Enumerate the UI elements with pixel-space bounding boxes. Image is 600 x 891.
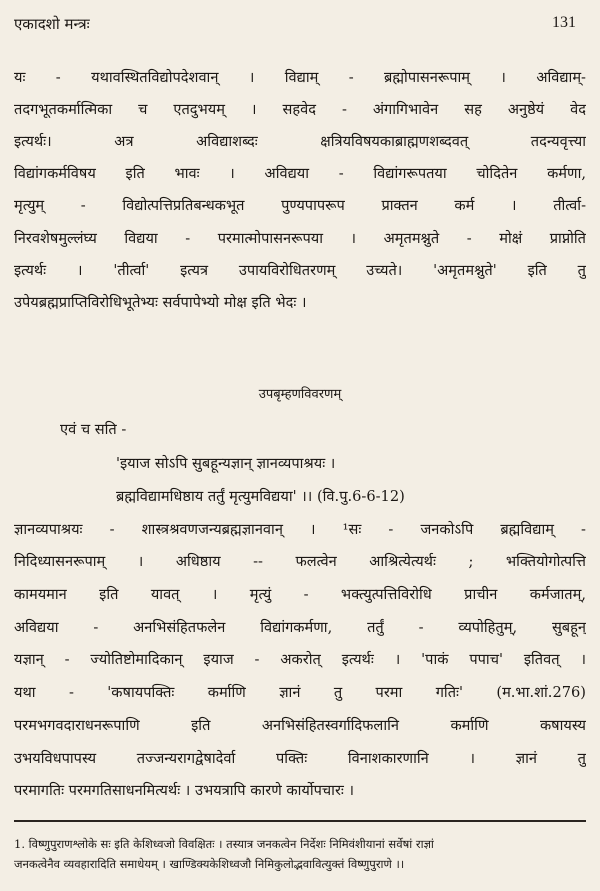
text-line: कामयमान इति यावत् । मृत्युं - भक्त्युत्पत्तिविरोधि प्राचीन कर्मजातम्, [14,586,586,603]
text-line: इत्यर्थः। अत्र अविद्याशब्दः क्षत्रियविषयकाब्राह्मणशब्दवत् तदन्यवृत्त्या [14,133,586,150]
text-line: इत्यर्थः । 'तीर्त्वा' इत्यत्र उपायविरोधितरणम् उच्यते। 'अमृतमश्नुते' इति तु [14,262,586,279]
section-title: उपबृम्हणविवरणम् [258,387,342,402]
verse-line: 'इयाज सोऽपि सुबहून्यज्ञान् ज्ञानव्यपाश्रयः । [116,455,336,472]
footnote-line: 1. विष्णुपुराणश्लोके सः इति केशिध्वजो विवक्षितः । तस्यात्र जनकत्वेन निर्देशः निमिवंशीयानां सर्वेषां राज्ञां [14,837,434,851]
verse-line: ब्रह्मविद्यामधिष्ठाय तर्तुं मृत्युमविद्यया' ।। (वि.पु.6-6-12) [116,488,405,505]
text-line: उभयविधपापस्य तज्जन्यरागद्वेषादेर्वा पक्तिः विनाशकारणानि । ज्ञानं तु [14,750,586,767]
text-line: निरवशेषमुल्लंघ्य विद्यया - परमात्मोपासनरूपया । अमृतमश्नुते - मोक्षं प्राप्नोति [14,230,586,247]
footnote-line: जनकत्वेनैव व्यवहारादिति समाधेयम् । खाण्डिक्यकेशिध्वजौ निमिकुलोद्भवावित्युक्तं विष्णुपुराणे ।। [14,857,405,871]
text-line: निदिध्यासनरूपाम् । अधिष्ठाय -- फलत्वेन आश्रित्येत्यर्थः ; भक्तियोगोत्पत्ति [14,553,586,570]
text-line: ज्ञानव्यपाश्रयः - शास्त्रश्रवणजन्यब्रह्मज्ञानवान् । ¹सः - जनकोऽपि ब्रह्मविद्याम् - [14,521,586,538]
text-line: तदगभूतकर्मात्मिका च एतदुभयम् । सहवेद - अंगागिभावेन सह अनुष्ठेयं वेद [14,101,586,118]
page-number: 131 [552,14,576,31]
running-header: एकादशो मन्त्रः [14,15,90,33]
text-line: यथा - 'कषायपक्तिः कर्माणि ज्ञानं तु परमा गतिः' (म.भा.शां.276) [14,684,586,701]
text-line: मृत्युम् - विद्योत्पत्तिप्रतिबन्धकभूत पुण्यपापरूप प्राक्तन कर्म । तीर्त्वा- [14,197,586,214]
text-line: उपेयब्रह्मप्राप्तिविरोधिभूतेभ्यः सर्वपापेभ्यो मोक्ष इति भेदः । [14,294,307,311]
text-line: परमभगवदाराधनरूपाणि इति अनभिसंहितस्वर्गादिफलानि कर्माणि कषायस्य [14,717,586,734]
text-line: यज्ञान् - ज्योतिष्टोमादिकान् इयाज - अकरोत् इत्यर्थः । 'पाकं पपाच' इतिवत् । [14,651,586,668]
eva-ca-sati: एवं च सति - [60,421,127,438]
footnote-divider [14,820,586,822]
text-line: अविद्यया - अनभिसंहितफलेन विद्यांगकर्मणा, तर्तुं - व्यपोहितुम्, सुबहून् [14,619,586,636]
text-line: विद्यांगकर्मविषय इति भावः । अविद्यया - विद्यांगरूपतया चोदितेन कर्मणा, [14,165,586,182]
text-line: परमागतिः परमगतिसाधनमित्यर्थः । उभयत्रापि कारणे कार्योपचारः । [14,782,355,799]
text-line: यः - यथावस्थितविद्योपदेशवान् । विद्याम् - ब्रह्मोपासनरूपाम् । अविद्याम्- [14,69,586,86]
